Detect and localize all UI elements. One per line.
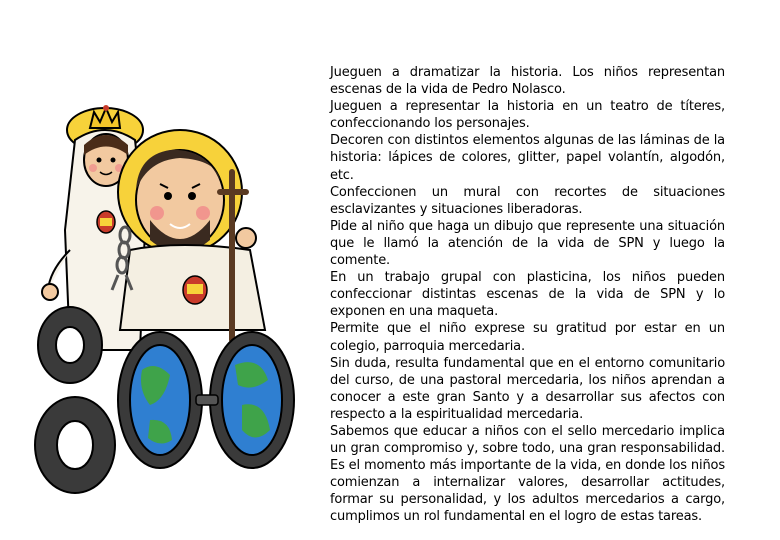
illustration-800-years bbox=[20, 100, 320, 530]
paragraph: En un trabajo grupal con plasticina, los niños pueden confeccionar distintas escenas de la vida de SPN y lo exponen en una maqueta. bbox=[330, 270, 725, 320]
paragraph: Decoren con distintos elementos algunas de las láminas de la historia: lápices de colores, glitter, papel volantín, algodón, etc. bbox=[330, 133, 725, 183]
paragraph: Jueguen a representar la historia en un teatro de títeres, confeccionando los personajes. bbox=[330, 99, 725, 132]
paragraph: Sabemos que educar a niños con el sello mercedario implica un gran compromiso y, sobre todo, una gran responsabilidad. Es el momento más importante de la vida, en donde los niños comienzan a internalizar valores, desarrollar actitudes, formar su personalidad, y los adultos mercedarios a cargo, cumplimos un rol fundamental en el logro de estas tareas. bbox=[330, 423, 725, 525]
paragraph: Permite que el niño exprese su gratitud por estar en un colegio, parroquia mercedaria. bbox=[330, 321, 725, 354]
globe-icon bbox=[118, 332, 202, 468]
paragraph: Jueguen a dramatizar la historia. Los niños representan escenas de la vida de Pedro Nolasco. bbox=[330, 65, 725, 98]
activities-text bbox=[330, 64, 725, 526]
paragraph: Pide al niño que haga un dibujo que represente una situación que le llamó la atención de la vida de SPN y luego la comente. bbox=[330, 218, 725, 269]
paragraph: Sin duda, resulta fundamental que en el entorno comunitario del curso, de una pastoral mercedaria, los niños aprendan a conocer a este gran Santo y a desarrollar sus afectos con respecto a la espiritualidad mercedaria. bbox=[330, 355, 725, 422]
paragraph: Confeccionen un mural con recortes de situaciones esclavizantes y situaciones liberadoras. bbox=[330, 184, 725, 217]
globe-icon bbox=[210, 332, 294, 468]
